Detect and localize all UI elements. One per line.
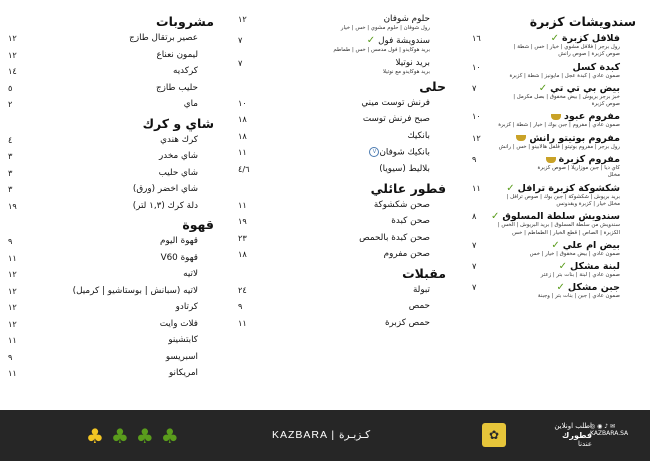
item-description: صمون عادي | جبن | بنات بتر | وجبنة xyxy=(537,293,620,300)
drinks-column xyxy=(6,14,220,385)
online-order-note xyxy=(512,422,592,449)
item-description: صمون عادي | لبنة | بنات بتر | زعتر xyxy=(540,272,620,279)
item-price: ٣ xyxy=(8,184,13,194)
menu-item xyxy=(236,233,452,244)
section-title: مقبلات xyxy=(402,265,446,281)
item-price: ١٨ xyxy=(238,130,247,141)
item-name-text: بريد نوتيلا xyxy=(395,57,430,68)
item-price: ٢ xyxy=(8,99,13,109)
parsley-leaves xyxy=(86,424,186,448)
item-name xyxy=(236,285,452,296)
item-price: ١١ xyxy=(8,368,17,378)
item-price: ١٢ xyxy=(472,132,481,143)
menu-item xyxy=(6,368,220,379)
item-price: ٣ xyxy=(8,167,13,178)
crown-icon xyxy=(516,135,526,141)
vegan-leaf-icon: ✓ xyxy=(538,82,548,94)
item-price: ١١ xyxy=(238,147,247,158)
section-title: شاي و كرك xyxy=(142,115,214,131)
section-title: فطور عائلي xyxy=(370,180,446,196)
item-name-text: سندويشة فول xyxy=(378,36,430,47)
item-name xyxy=(236,14,452,25)
item-description: صمون عادي | بيض مخفوق | خيار | خس xyxy=(529,250,620,257)
item-name xyxy=(236,301,452,312)
vegan-leaf-icon: ✓ xyxy=(551,239,560,251)
vegan-leaf-icon: ✓ xyxy=(490,211,500,223)
item-name-text: صحن كبدة بالحمص xyxy=(359,232,430,243)
item-description: الكزبرة | الصاص | قطع الخيار | الطماطم | خس xyxy=(512,229,620,236)
item-name-text: صحن شكشوكة xyxy=(373,199,430,210)
item-name xyxy=(6,253,220,264)
item-name-text: كرتادو xyxy=(175,302,198,312)
item-name xyxy=(470,83,642,94)
item-name-text: حمص كزبرة xyxy=(384,317,430,328)
menu-item xyxy=(236,14,452,32)
item-name-text: دلة كرك (١,٣ لتر) xyxy=(132,200,198,211)
crown-icon xyxy=(546,157,556,163)
item-description: مخلل خيار | كزبرة وبقدونس xyxy=(556,200,620,207)
item-description: رول شوفان | حلوم مشوي | خس | خيار xyxy=(340,25,430,31)
item-price: ٤/٦ xyxy=(238,164,250,175)
item-name xyxy=(6,368,220,379)
item-name xyxy=(6,151,220,162)
menu-item xyxy=(236,98,452,109)
item-description: خبز برجر بريوش | بيض مخفوق | بصل مكرمل | xyxy=(513,93,620,100)
item-name-text: شاي حليب xyxy=(158,167,198,178)
item-name xyxy=(6,50,220,61)
item-description: صوص كزبرة | صوص رانش xyxy=(558,51,620,58)
item-name xyxy=(470,261,642,272)
item-price: ١١ xyxy=(472,182,481,193)
item-name xyxy=(6,335,220,346)
parsley-leaf-icon: ♣ xyxy=(110,424,129,448)
item-name-text: مفروم عبود xyxy=(563,111,620,123)
item-name-text: بانكيك شوفان xyxy=(379,147,430,158)
item-price: ١٢ xyxy=(8,318,17,329)
item-name xyxy=(236,164,452,175)
item-name xyxy=(6,99,220,110)
item-name-text: بيض بي تي تي xyxy=(550,82,620,94)
vegan-leaf-icon: ✓ xyxy=(558,261,568,273)
item-name-text: حمص xyxy=(408,301,430,312)
item-price: ١٢ xyxy=(8,33,17,43)
item-name-text: قهوة V60 xyxy=(160,252,198,263)
menu-item xyxy=(6,286,220,297)
item-price: ١٠ xyxy=(472,61,481,72)
item-name-text: صحن كبدة xyxy=(391,216,430,227)
menu-item xyxy=(6,66,220,77)
menu-item xyxy=(236,164,452,175)
section-title: مشروبات xyxy=(156,14,214,29)
item-name-text: بانكيك xyxy=(407,130,430,141)
section-title: قهوة xyxy=(182,217,214,232)
vegan-leaf-icon: ✓ xyxy=(556,282,565,294)
item-price: ١١ xyxy=(8,335,17,345)
menu-item xyxy=(6,99,220,110)
site-link: KAZBARA.SA xyxy=(590,430,629,437)
section-title: سندويشات كزبرة xyxy=(529,14,636,29)
item-price: ٢٣ xyxy=(238,232,247,243)
parsley-leaf-icon: ♣ xyxy=(86,424,104,448)
item-price: ١٨ xyxy=(238,249,247,260)
social-icons: ◎ ◉ ♪ ✉ xyxy=(590,423,616,430)
menu-item xyxy=(6,184,220,195)
item-name-text: شاي اخضر (ورق) xyxy=(132,184,198,194)
order-line-3: عندنا xyxy=(577,440,592,448)
item-name xyxy=(236,249,452,260)
item-price: ١٢ xyxy=(238,14,247,24)
menu-item xyxy=(236,301,452,312)
item-name-text: شكشوكة كزبرة ترافل xyxy=(517,182,620,194)
item-name xyxy=(470,133,642,144)
section-title: حلى xyxy=(419,78,446,94)
item-name xyxy=(236,98,452,109)
item-price: ٥ xyxy=(8,82,13,93)
menu-item xyxy=(236,114,452,125)
social-site[interactable] xyxy=(590,423,628,437)
menu-item xyxy=(236,35,452,54)
item-name-text: مفروم بوتيتو رانش xyxy=(529,132,620,144)
item-name xyxy=(6,286,220,297)
item-name-text: فرنش توست ميني xyxy=(361,97,430,108)
item-name xyxy=(236,200,452,211)
menu-item xyxy=(236,285,452,296)
item-price: ٨ xyxy=(472,211,477,222)
vegan-leaf-icon: ✓ xyxy=(506,182,515,194)
item-name-text: شاي مخدر xyxy=(159,151,198,161)
item-name xyxy=(6,135,220,146)
item-name xyxy=(470,282,642,293)
item-name xyxy=(236,233,452,244)
item-name-text: لاتيه (سبانش | بوستاشيو | كرميل) xyxy=(72,285,198,296)
menu-item xyxy=(6,168,220,179)
item-name xyxy=(236,35,452,47)
item-name-text: فلات وايت xyxy=(159,318,198,329)
menu-item xyxy=(470,83,642,109)
item-name xyxy=(470,211,642,222)
item-name-text: ليمون نعناع xyxy=(156,49,198,60)
item-name-text: سندويش سلطة المسلوق xyxy=(502,211,620,223)
item-name xyxy=(6,352,220,363)
item-price: ٧ xyxy=(472,261,477,272)
item-name xyxy=(6,236,220,247)
item-price: ١١ xyxy=(238,317,247,328)
item-price: ٤ xyxy=(8,134,13,145)
item-description: رول برجر | مفروم بوتيتو | فلفل هالابينو | خس | رانش xyxy=(498,143,620,150)
item-price: ٣ xyxy=(8,151,13,161)
item-price: ١٢ xyxy=(8,285,17,296)
footer-bar xyxy=(0,410,650,461)
item-price: ١٤ xyxy=(8,66,17,76)
menu-item xyxy=(6,269,220,280)
item-name-text: اسبريسو xyxy=(165,351,198,362)
vegan-leaf-icon: ✓ xyxy=(550,33,560,44)
menu-item xyxy=(6,253,220,264)
item-name xyxy=(6,269,220,280)
parsley-leaf-icon: ♣ xyxy=(160,424,179,448)
item-name xyxy=(470,183,642,194)
sweets-breakfast-column xyxy=(236,14,452,334)
item-name xyxy=(236,114,452,125)
menu-item xyxy=(6,302,220,313)
parsley-leaf-icon: ♣ xyxy=(135,424,154,448)
item-price: ٩ xyxy=(8,351,13,362)
menu-item xyxy=(6,352,220,363)
sandwiches-column xyxy=(470,14,642,304)
menu-item xyxy=(470,62,642,80)
item-name xyxy=(6,66,220,77)
item-name xyxy=(6,83,220,94)
vegan-leaf-icon: ✓ xyxy=(366,35,376,47)
order-line-2: فطورك xyxy=(562,431,592,440)
item-name xyxy=(470,33,642,44)
item-description: صوص كزبرة xyxy=(591,101,620,108)
item-price: ١٨ xyxy=(238,114,247,125)
item-description: مخلل xyxy=(607,172,620,179)
brand-logo: KAZBARA | كـزبـرة xyxy=(272,429,371,441)
item-price: ١٢ xyxy=(8,49,17,60)
menu-item xyxy=(236,131,452,142)
item-name xyxy=(470,111,642,122)
item-price: ٩ xyxy=(8,236,13,246)
menu-item xyxy=(470,33,642,59)
item-description: رول برجر | فلافل مشوي | خيار | خس | شطة | xyxy=(513,44,620,50)
item-name-text: صبح فرنش توست xyxy=(362,114,430,125)
item-name xyxy=(6,201,220,212)
item-price: ٧ xyxy=(472,282,477,293)
menu-item xyxy=(470,240,642,258)
item-name xyxy=(6,184,220,195)
menu-item xyxy=(236,318,452,329)
item-name xyxy=(470,240,642,251)
menu-item xyxy=(236,200,452,211)
menu-item xyxy=(470,183,642,209)
item-price: ١٩ xyxy=(8,200,17,211)
menu-item xyxy=(470,111,642,129)
item-name xyxy=(236,318,452,329)
item-name xyxy=(470,154,642,165)
menu-item xyxy=(236,147,452,159)
item-price: ٢٤ xyxy=(238,284,247,295)
item-name-text: كبدة كسل xyxy=(572,61,620,73)
menu-item xyxy=(236,249,452,260)
item-name-text: بيض ام علي xyxy=(562,239,620,251)
item-price: ١٠ xyxy=(472,111,481,122)
item-name-text: كرك هندي xyxy=(160,134,198,145)
vegetarian-icon: V xyxy=(369,147,379,157)
item-name-text: كابتشينو xyxy=(168,335,198,345)
item-name xyxy=(6,33,220,44)
item-description: صمون عادي | كبدة عجل | مايونيز | شطة | كزبرة xyxy=(509,72,620,79)
menu-item xyxy=(6,33,220,44)
item-name-text: عصير برتقال طازج xyxy=(129,33,198,43)
item-name xyxy=(6,319,220,330)
menu-item xyxy=(470,154,642,180)
item-description: بريد هوكايدو | فول مدمس | خس | طماطم xyxy=(333,47,430,54)
item-name-text: قهوة اليوم xyxy=(160,236,198,246)
menu-item xyxy=(236,58,452,76)
menu-item xyxy=(470,261,642,279)
crown-icon xyxy=(551,114,561,120)
item-price: ٩ xyxy=(472,154,477,165)
item-name-text: امريكانو xyxy=(169,368,198,378)
item-price: ١٩ xyxy=(238,216,247,227)
menu-item xyxy=(470,133,642,151)
item-name-text: جبن مشكل xyxy=(567,282,620,294)
item-name xyxy=(6,168,220,179)
menu-item xyxy=(470,282,642,300)
order-line-1: اطلب اونلاين xyxy=(554,422,592,430)
item-name-text: لاتيه xyxy=(183,269,198,279)
item-price: ٧ xyxy=(472,239,477,250)
item-name xyxy=(236,58,452,69)
item-price: ١٢ xyxy=(8,302,17,312)
item-price: ١٢ xyxy=(8,269,17,279)
item-name xyxy=(236,216,452,227)
item-price: ١٦ xyxy=(472,33,481,43)
menu-item xyxy=(6,201,220,212)
item-name-text: حلوم شوفان xyxy=(383,14,430,24)
item-description: بريد هوكايدو مع نوتيلا xyxy=(382,68,430,75)
item-price: ١١ xyxy=(238,199,247,210)
menu-item xyxy=(6,50,220,61)
item-price: ٧ xyxy=(472,82,477,93)
item-description: بريد بريوش | شكشوكة | جبن بوك | صوص ترافل | xyxy=(506,193,620,200)
item-name-text: كركديه xyxy=(172,66,198,76)
item-name-text: ماي xyxy=(183,99,198,109)
item-price: ٧ xyxy=(238,57,243,68)
menu-item xyxy=(6,151,220,162)
item-price: ٩ xyxy=(238,301,243,312)
item-name-text: فلافل كزبرة xyxy=(562,33,620,44)
item-name-text: تبولة xyxy=(412,284,430,295)
item-name-text: مفروم كزبرة xyxy=(558,154,620,166)
menu-item xyxy=(6,236,220,247)
qr-code-icon[interactable]: ✿ xyxy=(482,423,506,447)
item-name-text: بلاليط (سيويا) xyxy=(379,164,430,175)
item-price: ١١ xyxy=(8,252,17,263)
menu-item xyxy=(236,216,452,227)
menu-item xyxy=(6,335,220,346)
item-name xyxy=(470,62,642,73)
menu-item xyxy=(6,319,220,330)
item-price: ١٠ xyxy=(238,97,247,108)
menu-item xyxy=(6,83,220,94)
menu-item xyxy=(470,211,642,237)
item-description: صمون عادي | مفروم | جبن بوك | خيار | شطة | كزبرة xyxy=(498,122,620,129)
item-name-text: صحن مفروم xyxy=(383,249,430,260)
item-name xyxy=(6,302,220,313)
item-name xyxy=(236,131,452,142)
item-name-text: لبنة مشكل xyxy=(570,261,620,273)
item-description: كاي ديا | جبن موزاريلا | صوص كزبرة xyxy=(537,165,620,172)
item-name xyxy=(236,147,452,159)
item-description: سندويش من سلطة المسلوق | بريد البريوش | الخس | xyxy=(497,222,620,229)
item-price: ٧ xyxy=(238,35,243,46)
menu-item xyxy=(6,135,220,146)
item-name-text: حليب طازج xyxy=(155,82,198,93)
